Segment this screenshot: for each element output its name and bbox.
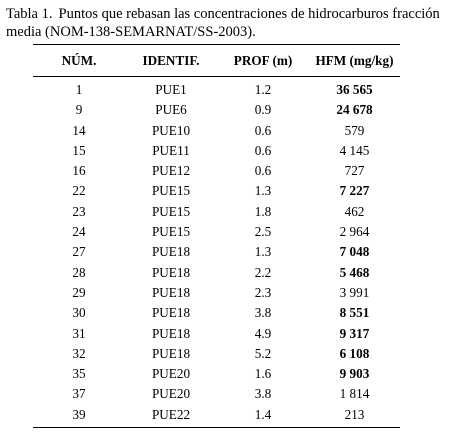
cell-num: 31 — [72, 325, 86, 341]
cell-prof: 1.6 — [254, 366, 272, 382]
cell-identif: PUE18 — [151, 305, 191, 321]
cell-prof: 1.2 — [254, 82, 272, 97]
cell-prof: 0.9 — [254, 102, 272, 118]
cell-identif: PUE20 — [151, 366, 191, 382]
table-row — [33, 384, 400, 404]
cell-num: 1 — [75, 82, 83, 97]
cell-num: 29 — [72, 284, 86, 300]
table-row — [33, 202, 400, 222]
cell-num: 30 — [72, 305, 86, 321]
cell-identif: PUE11 — [152, 142, 190, 158]
cell-prof: 3.8 — [254, 305, 272, 321]
table-body — [33, 72, 400, 425]
table-row — [33, 222, 400, 242]
cell-identif: PUE15 — [151, 203, 191, 219]
table-row — [33, 181, 400, 201]
cell-identif: PUE18 — [151, 244, 191, 260]
cell-identif: PUE12 — [151, 163, 191, 179]
cell-hfm: 8 551 — [339, 305, 370, 321]
cell-prof: 2.2 — [254, 264, 272, 280]
cell-num: 16 — [72, 163, 86, 179]
top-rule — [33, 44, 400, 45]
cell-identif: PUE18 — [151, 284, 191, 300]
cell-hfm: 213 — [344, 406, 365, 422]
cell-hfm: 7 048 — [339, 244, 370, 260]
cell-prof: 0.6 — [254, 122, 272, 138]
cell-hfm: 9 903 — [339, 366, 370, 382]
table-row — [33, 263, 400, 283]
header-num: NÚM. — [61, 53, 97, 68]
cell-hfm: 462 — [344, 203, 365, 219]
cell-identif: PUE18 — [151, 345, 191, 361]
cell-num: 9 — [75, 102, 83, 118]
header-identif: IDENTIF. — [142, 53, 200, 68]
cell-hfm: 727 — [344, 163, 365, 179]
cell-hfm: 9 317 — [339, 325, 370, 341]
cell-prof: 4.9 — [254, 325, 272, 341]
cell-prof: 1.8 — [254, 203, 272, 219]
table-row — [33, 283, 400, 303]
cell-prof: 0.6 — [254, 142, 272, 158]
table-row — [33, 80, 400, 100]
cell-identif: PUE6 — [155, 102, 187, 118]
cell-prof: 5.2 — [254, 345, 272, 361]
cell-prof: 2.3 — [254, 284, 272, 300]
cell-hfm: 5 468 — [339, 264, 370, 280]
table-row — [33, 242, 400, 262]
table-row — [33, 405, 400, 425]
cell-identif: PUE15 — [151, 224, 191, 240]
cell-hfm: 7 227 — [339, 183, 370, 199]
cell-identif: PUE1 — [155, 82, 187, 97]
cell-num: 35 — [72, 366, 86, 382]
cell-hfm: 6 108 — [339, 345, 370, 361]
cell-identif: PUE15 — [151, 183, 191, 199]
cell-num: 37 — [72, 386, 86, 402]
table-row — [33, 141, 400, 161]
cell-num: 28 — [72, 264, 86, 280]
cell-prof: 1.4 — [254, 406, 272, 422]
cell-num: 27 — [72, 244, 86, 260]
cell-num: 32 — [72, 345, 86, 361]
table-spacer — [33, 72, 400, 80]
header-prof: PROF (m) — [233, 53, 293, 68]
table-row — [33, 364, 400, 384]
cell-hfm: 36 565 — [336, 82, 373, 97]
cell-identif: PUE20 — [151, 386, 191, 402]
table-row — [33, 344, 400, 364]
cell-prof: 1.3 — [254, 183, 272, 199]
cell-hfm: 1 814 — [339, 386, 370, 402]
cell-num: 14 — [72, 122, 86, 138]
cell-hfm: 3 991 — [339, 284, 370, 300]
cell-identif: PUE22 — [151, 406, 191, 422]
cell-identif: PUE18 — [151, 325, 191, 341]
table-row — [33, 100, 400, 120]
cell-hfm: 4 145 — [339, 142, 370, 158]
table-row — [33, 303, 400, 323]
cell-prof: 0.6 — [254, 163, 272, 179]
header-hfm: HFM (mg/kg) — [315, 53, 394, 68]
cell-identif: PUE10 — [151, 122, 191, 138]
cell-hfm: 2 964 — [339, 224, 370, 240]
cell-prof: 3.8 — [254, 386, 272, 402]
table-row — [33, 161, 400, 181]
caption-label: Tabla 1. — [6, 6, 53, 22]
cell-hfm: 579 — [344, 122, 365, 138]
cell-num: 22 — [72, 183, 86, 199]
cell-num: 23 — [72, 203, 86, 219]
table-caption — [6, 5, 452, 41]
cell-identif: PUE18 — [151, 264, 191, 280]
data-table — [33, 50, 400, 425]
cell-num: 24 — [72, 224, 86, 240]
cell-num: 39 — [72, 406, 86, 422]
cell-prof: 2.5 — [254, 224, 272, 240]
bottom-rule — [33, 427, 400, 428]
header-row — [33, 50, 400, 72]
caption-text: Puntos que rebasan las concentraciones de hidrocarburos fracción media (NOM-138-SEMARNAT/SS-2003). — [6, 6, 440, 40]
cell-prof: 1.3 — [254, 244, 272, 260]
cell-hfm: 24 678 — [336, 102, 373, 118]
cell-num: 15 — [72, 142, 86, 158]
table-row — [33, 121, 400, 141]
table-row — [33, 324, 400, 344]
